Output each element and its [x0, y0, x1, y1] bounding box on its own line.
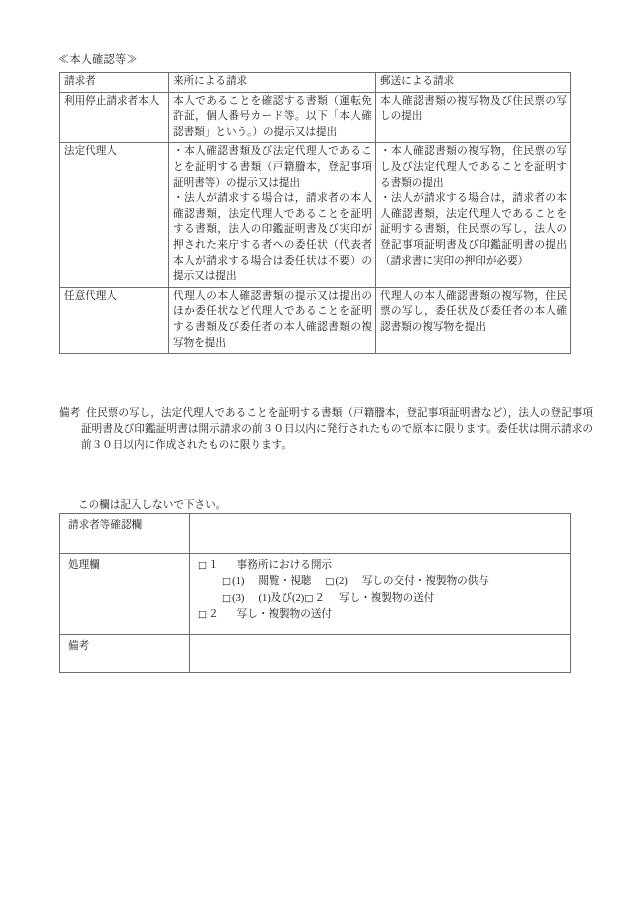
checkbox-number: １	[208, 560, 219, 571]
table-row	[60, 635, 571, 673]
cell-legal-rep-in-person	[169, 143, 376, 287]
header-requester: 請求者	[60, 73, 169, 93]
table-row	[60, 287, 571, 353]
checkbox-label: 写し・複製物の送付	[339, 592, 435, 604]
field-requester-confirmation[interactable]	[190, 514, 571, 554]
bullet-item: ・本人確認書類の複写物，住民票の写し及び法定代理人であることを証明する書類の提出	[380, 146, 567, 189]
bullet-item: ・法人が請求する場合は，請求者の本人確認書類，法定代理人であることを証明する書類，法人の印鑑証明書及び実印が押された来庁する者への委任状（代表者本人が請求する場合は委任状は不要）の提示又は提出	[173, 193, 372, 283]
checkbox-icon[interactable]: □	[222, 592, 232, 604]
checkbox-icon[interactable]: □	[198, 609, 208, 621]
row-label-requester-confirmation: 請求者等確認欄	[60, 514, 190, 554]
checkbox-line-4	[198, 607, 565, 623]
checkbox-line-2	[198, 574, 565, 590]
checkbox-number: ２	[314, 592, 326, 604]
table-row	[60, 514, 571, 554]
checkbox-icon[interactable]: □	[325, 576, 335, 588]
header-by-mail: 郵送による請求	[376, 73, 571, 93]
table-row	[60, 143, 571, 287]
checkbox-line-3	[198, 591, 565, 607]
cell-principal-by-mail: 本人確認書類の複写物及び住民票の写しの提出	[376, 92, 571, 143]
row-label-office-remarks: 備考	[60, 635, 190, 673]
checkbox-number: ２	[208, 609, 219, 621]
checkbox-label: (1)及び(2)	[258, 592, 305, 604]
field-office-remarks[interactable]	[190, 635, 571, 673]
remarks-body-text: 住民票の写し，法定代理人であることを証明する書類（戸籍謄本，登記事項証明書など），法人の登記事項証明書及び印鑑証明書は開示請求の前３０日以内に発行されたもので原本に限ります。委任状は開示請求の前３０日以内に作成されたものに限ります。	[81, 408, 594, 452]
cell-voluntary-rep-by-mail: 代理人の本人確認書類の複写物，住民票の写し，委任状及び委任者の本人確認書類の複写物を提出	[376, 287, 571, 353]
office-use-table	[59, 513, 571, 673]
checkbox-icon[interactable]: □	[198, 560, 208, 571]
checkbox-label: 写しの交付・複製物の供与	[361, 576, 489, 588]
checkbox-icon[interactable]: □	[304, 592, 314, 604]
checkbox-line-1	[198, 558, 565, 574]
checkbox-number: (2)	[335, 576, 348, 588]
checkbox-label: 事務所における開示	[236, 560, 333, 571]
bullet-item: ・法人が請求する場合は，請求者の本人確認書類，法定代理人であることを証明する書類，住民票の写し，法人の登記事項証明書及び印鑑証明書の提出（請求書に実印の押印が必要）	[380, 193, 567, 267]
cell-principal-in-person: 本人であることを確認する書類（運転免許証，個人番号カード等。以下「本人確認書類」という。）の提示又は提出	[169, 92, 376, 143]
bullet-item: ・本人確認書類及び法定代理人であることを証明する書類（戸籍謄本，登記事項証明書等）の提示又は提出	[173, 146, 372, 189]
identity-verification-table	[59, 72, 571, 354]
cell-legal-rep-by-mail	[376, 143, 571, 287]
header-in-person: 来所による請求	[169, 73, 376, 93]
table-header-row	[60, 73, 571, 93]
remarks-lead-label: 備考	[59, 408, 81, 419]
remarks-paragraph	[59, 406, 593, 455]
row-label-principal: 利用停止請求者本人	[60, 92, 169, 143]
checkbox-label: 閲覧・視聴	[258, 576, 312, 588]
checkbox-number: (3)	[232, 592, 245, 604]
row-label-legal-representative: 法定代理人	[60, 143, 169, 287]
page-title: ≪本人確認等≫	[58, 54, 138, 66]
row-label-processing: 処理欄	[60, 554, 190, 635]
table-row	[60, 92, 571, 143]
checkbox-icon[interactable]: □	[222, 576, 232, 588]
row-label-voluntary-representative: 任意代理人	[60, 287, 169, 353]
field-processing-options	[190, 554, 571, 635]
cell-voluntary-rep-in-person: 代理人の本人確認書類の提示又は提出のほか委任状など代理人であることを証明する書類及び委任者の本人確認書類の複写物を提出	[169, 287, 376, 353]
office-use-note: この欄は記入しないで下さい。	[78, 500, 227, 511]
checkbox-number: (1)	[232, 576, 245, 588]
checkbox-label: 写し・複製物の送付	[236, 609, 333, 621]
table-row	[60, 554, 571, 635]
